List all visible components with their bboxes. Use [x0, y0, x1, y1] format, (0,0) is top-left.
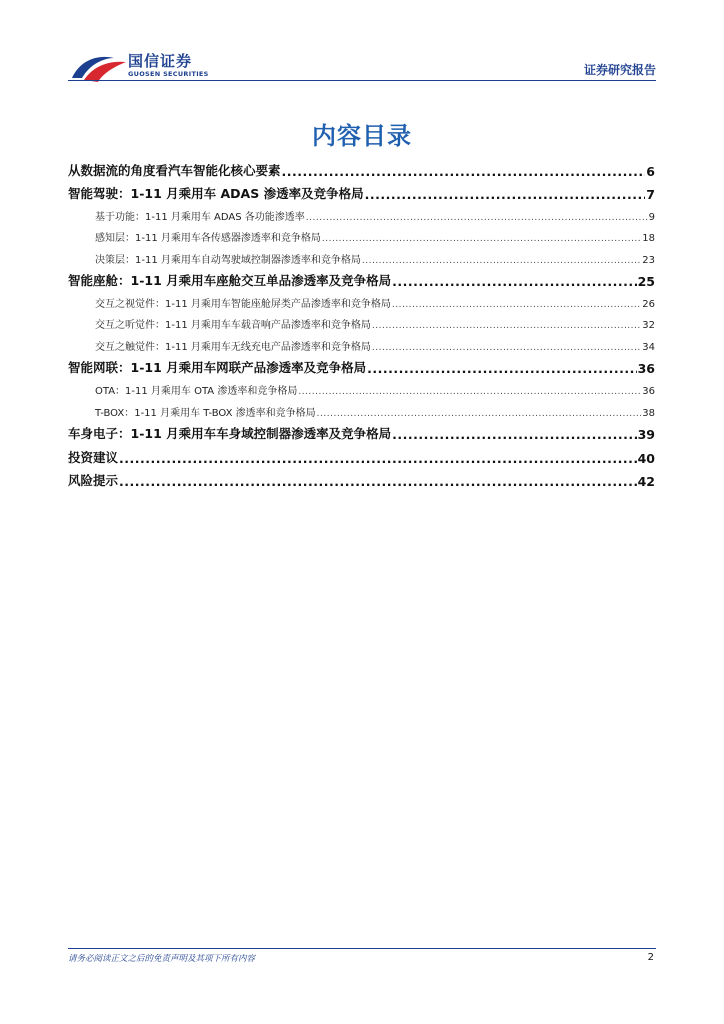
toc-leader-dots	[282, 164, 646, 179]
toc-entry-page: 32	[642, 320, 655, 332]
toc-entry-label: 投资建议	[68, 449, 119, 465]
toc-entry-page: 26	[642, 299, 655, 311]
toc-entry-page: 40	[637, 450, 655, 466]
header-divider	[68, 80, 656, 81]
toc-entry-label: 智能驾驶：1-11 月乘用车 ADAS 渗透率及竞争格局	[68, 186, 364, 201]
toc-entry-page: 18	[642, 233, 655, 245]
toc-entry-page: 39	[637, 427, 655, 442]
toc-title: 内容目录	[312, 122, 412, 150]
toc-entry-page: 6	[646, 163, 655, 179]
toc-entry-label: 智能座舱：1-11 月乘用车座舱交互单品渗透率及竞争格局	[68, 273, 392, 289]
toc-entry-page: 36	[642, 386, 655, 398]
toc-entry-page: 7	[646, 187, 655, 202]
toc-entry-page: 9	[648, 212, 655, 224]
toc-entry[interactable]	[68, 419, 655, 443]
brand-name-cn: 国信证券	[128, 52, 193, 70]
footer-divider	[68, 948, 656, 949]
toc-leader-dots	[119, 451, 637, 466]
toc-entry[interactable]	[68, 442, 655, 466]
toc-entry-label: 车身电子：1-11 月乘用车车身域控制器渗透率及竞争格局	[68, 426, 392, 441]
toc-leader-dots	[119, 474, 637, 489]
toc-entry-page: 34	[642, 341, 655, 353]
toc-leader-dots	[317, 409, 642, 419]
toc-leader-dots	[362, 256, 641, 266]
table-of-contents	[68, 155, 655, 489]
toc-entry-page: 23	[642, 254, 655, 266]
toc-entry[interactable]	[68, 353, 655, 377]
report-type: 证券研究报告	[583, 63, 656, 77]
toc-entry[interactable]	[68, 266, 655, 290]
page-header	[0, 0, 724, 90]
toc-subentry[interactable]	[68, 223, 655, 244]
toc-leader-dots	[298, 387, 641, 397]
toc-entry-label: 风险提示	[68, 473, 119, 488]
brand	[128, 53, 209, 79]
toc-leader-dots	[392, 427, 636, 442]
toc-leader-dots	[306, 213, 648, 223]
toc-entry-label: 交互之听觉件：1-11 月乘用车车载音响产品渗透率和竞争格局	[95, 320, 371, 332]
toc-subentry[interactable]	[68, 289, 655, 310]
toc-entry-page: 42	[637, 474, 655, 489]
toc-subentry[interactable]	[68, 331, 655, 352]
toc-entry-label: 智能网联：1-11 月乘用车网联产品渗透率及竞争格局	[68, 360, 367, 376]
toc-subentry[interactable]	[68, 202, 655, 223]
toc-entry-page: 38	[642, 407, 655, 419]
toc-leader-dots	[372, 343, 641, 353]
toc-leader-dots	[392, 274, 636, 289]
toc-entry-label: T-BOX：1-11 月乘用车 T-BOX 渗透率和竞争格局	[95, 407, 316, 419]
toc-entry-label: OTA：1-11 月乘用车 OTA 渗透率和竞争格局	[95, 386, 298, 398]
toc-leader-dots	[367, 361, 636, 376]
toc-leader-dots	[322, 234, 641, 244]
page-number: 2	[647, 952, 654, 963]
toc-entry-label: 从数据流的角度看汽车智能化核心要素	[68, 162, 281, 178]
toc-entry[interactable]	[68, 179, 655, 203]
toc-entry-label: 基于功能：1-11 月乘用车 ADAS 各功能渗透率	[95, 212, 305, 224]
toc-leader-dots	[392, 300, 641, 310]
toc-entry[interactable]	[68, 466, 655, 490]
toc-subentry[interactable]	[68, 244, 655, 265]
toc-entry-label: 交互之触觉件：1-11 月乘用车无线充电产品渗透率和竞争格局	[95, 341, 371, 353]
footer-disclaimer: 请务必阅读正文之后的免责声明及其项下所有内容	[68, 954, 256, 964]
toc-subentry[interactable]	[68, 310, 655, 331]
toc-subentry[interactable]	[68, 397, 655, 418]
toc-leader-dots	[365, 187, 646, 202]
brand-name-en: GUOSEN SECURITIES	[128, 70, 209, 78]
toc-entry[interactable]	[68, 155, 655, 179]
toc-entry-label: 感知层：1-11 月乘用车各传感器渗透率和竞争格局	[95, 233, 321, 245]
toc-entry-label: 决策层：1-11 月乘用车自动驾驶域控制器渗透率和竞争格局	[95, 254, 361, 266]
toc-subentry[interactable]	[68, 376, 655, 397]
toc-leader-dots	[372, 321, 641, 331]
toc-entry-page: 36	[637, 361, 655, 377]
toc-entry-page: 25	[637, 274, 655, 290]
toc-entry-label: 交互之视觉件：1-11 月乘用车智能座舱屏类产品渗透率和竞争格局	[95, 299, 391, 311]
